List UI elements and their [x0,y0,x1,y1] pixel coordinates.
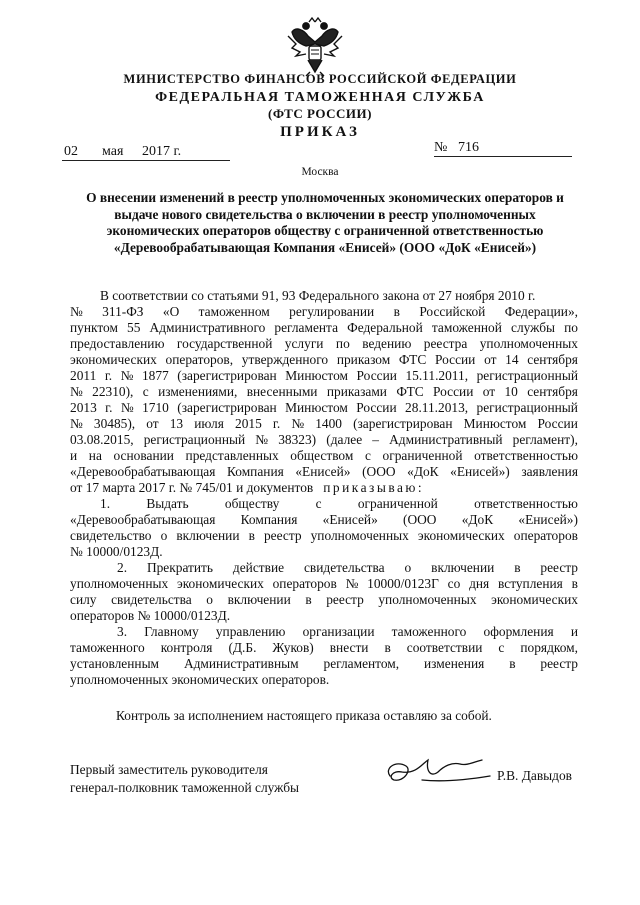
body-line: № 311-ФЗ «О таможенном регулировании в Российской Федерации», [70,304,578,319]
body-line: таможенного контроля (Д.Б. Жуков) внести в соответствии с порядком, [70,640,578,655]
body-line: «Деревообрабатывающая Компания «Енисей» (ООО «ДоК «Енисей») [70,512,578,527]
body-line: «Деревообрабатывающая Компания «Енисей» (ООО «ДоК «Енисей») заявления [70,464,578,479]
body-line [70,480,578,496]
body-line: 2. Прекратить действие свидетельства о включении в реестр [117,560,578,575]
body-line: уполномоченных экономических операторов № 10000/0123Г со дня вступления в [70,576,578,591]
number-field [434,140,572,157]
body-line: свидетельство о включении в реестр уполномоченных экономических операторов [70,528,578,543]
body-line: 1. Выдать обществу с ограниченной ответственностью [100,496,578,511]
body-line: силу свидетельства о включении в реестр уполномоченных экономических [70,592,578,607]
order-word: приказываю: [323,480,425,495]
body-line: установленным Административным регламентом, изменения в реестр [70,656,578,671]
body-line: экономических операторов, утвержденного приказом ФТС России от 14 сентября [70,352,578,367]
body-line: 2013 г. № 1710 (зарегистрирован Минюстом России 28.11.2013, регистрационный [70,400,578,415]
signer-position-line2: генерал-полковник таможенной службы [70,780,300,795]
title-line: «Деревообрабатывающая Компания «Енисей» (ООО «ДоК «Енисей») [113,239,537,255]
number-sign: № [434,140,448,155]
body-line: 2011 г. № 1877 (зарегистрирован Минюстом России 15.11.2011, регистрационный [70,368,578,383]
document-title [60,190,590,256]
double-headed-eagle-emblem-icon [286,14,344,78]
document-type: ПРИКАЗ [280,124,360,140]
date-year: 2017 г. [142,144,182,159]
body-line-text: от 17 марта 2017 г. № 745/01 и документов [70,480,324,495]
ministry-name: МИНИСТЕРСТВО ФИНАНСОВ РОССИЙСКОЙ ФЕДЕРАЦИИ [123,72,517,86]
service-short-name: (ФТС РОССИИ) [268,106,372,121]
body-line: 03.08.2015, регистрационный № 38323) (далее – Административный регламент), [70,432,578,447]
body-line: № 10000/0123Д. [70,544,163,559]
signer-position-line1: Первый заместитель руководителя [70,762,268,777]
body-line: операторов № 10000/0123Д. [70,608,231,623]
body-line: 3. Главному управлению организации таможенного оформления и [117,624,578,639]
body-line: и на основании представленных обществом с ограниченной ответственностью [70,448,578,463]
service-name: ФЕДЕРАЛЬНАЯ ТАМОЖЕННАЯ СЛУЖБА [155,90,485,105]
signer-name: Р.В. Давыдов [497,768,572,783]
city: Москва [301,166,339,178]
body-line: предоставлению государственной услуги по ведению реестра уполномоченных [70,336,578,351]
title-line: экономических операторов обществу с ограниченной ответственностью [106,223,544,238]
body-line: уполномоченных экономических операторов. [70,672,330,687]
order-number: 716 [458,140,479,155]
body-line: пунктом 55 Административного регламента Федеральной таможенной службы по [70,320,578,335]
handwritten-signature [382,754,494,788]
title-line: О внесении изменений в реестр уполномоченных экономических операторов и [86,190,564,205]
date-field [62,144,230,161]
title-line: выдаче нового свидетельства о включении в реестр уполномоченных [114,206,536,222]
body-line: № 30485), от 13 июля 2015 г. № 1400 (зарегистрирован Минюстом России [70,416,578,431]
date-month: мая [102,144,124,159]
body-line: В соответствии со статьями 91, 93 Федерального закона от 27 ноября 2010 г. [100,288,536,303]
body-line: № 22310), с изменениями, внесенными приказами ФТС России от 10 сентября [70,384,578,399]
date-day: 02 [64,144,78,159]
control-statement: Контроль за исполнением настоящего приказа оставляю за собой. [116,708,492,723]
